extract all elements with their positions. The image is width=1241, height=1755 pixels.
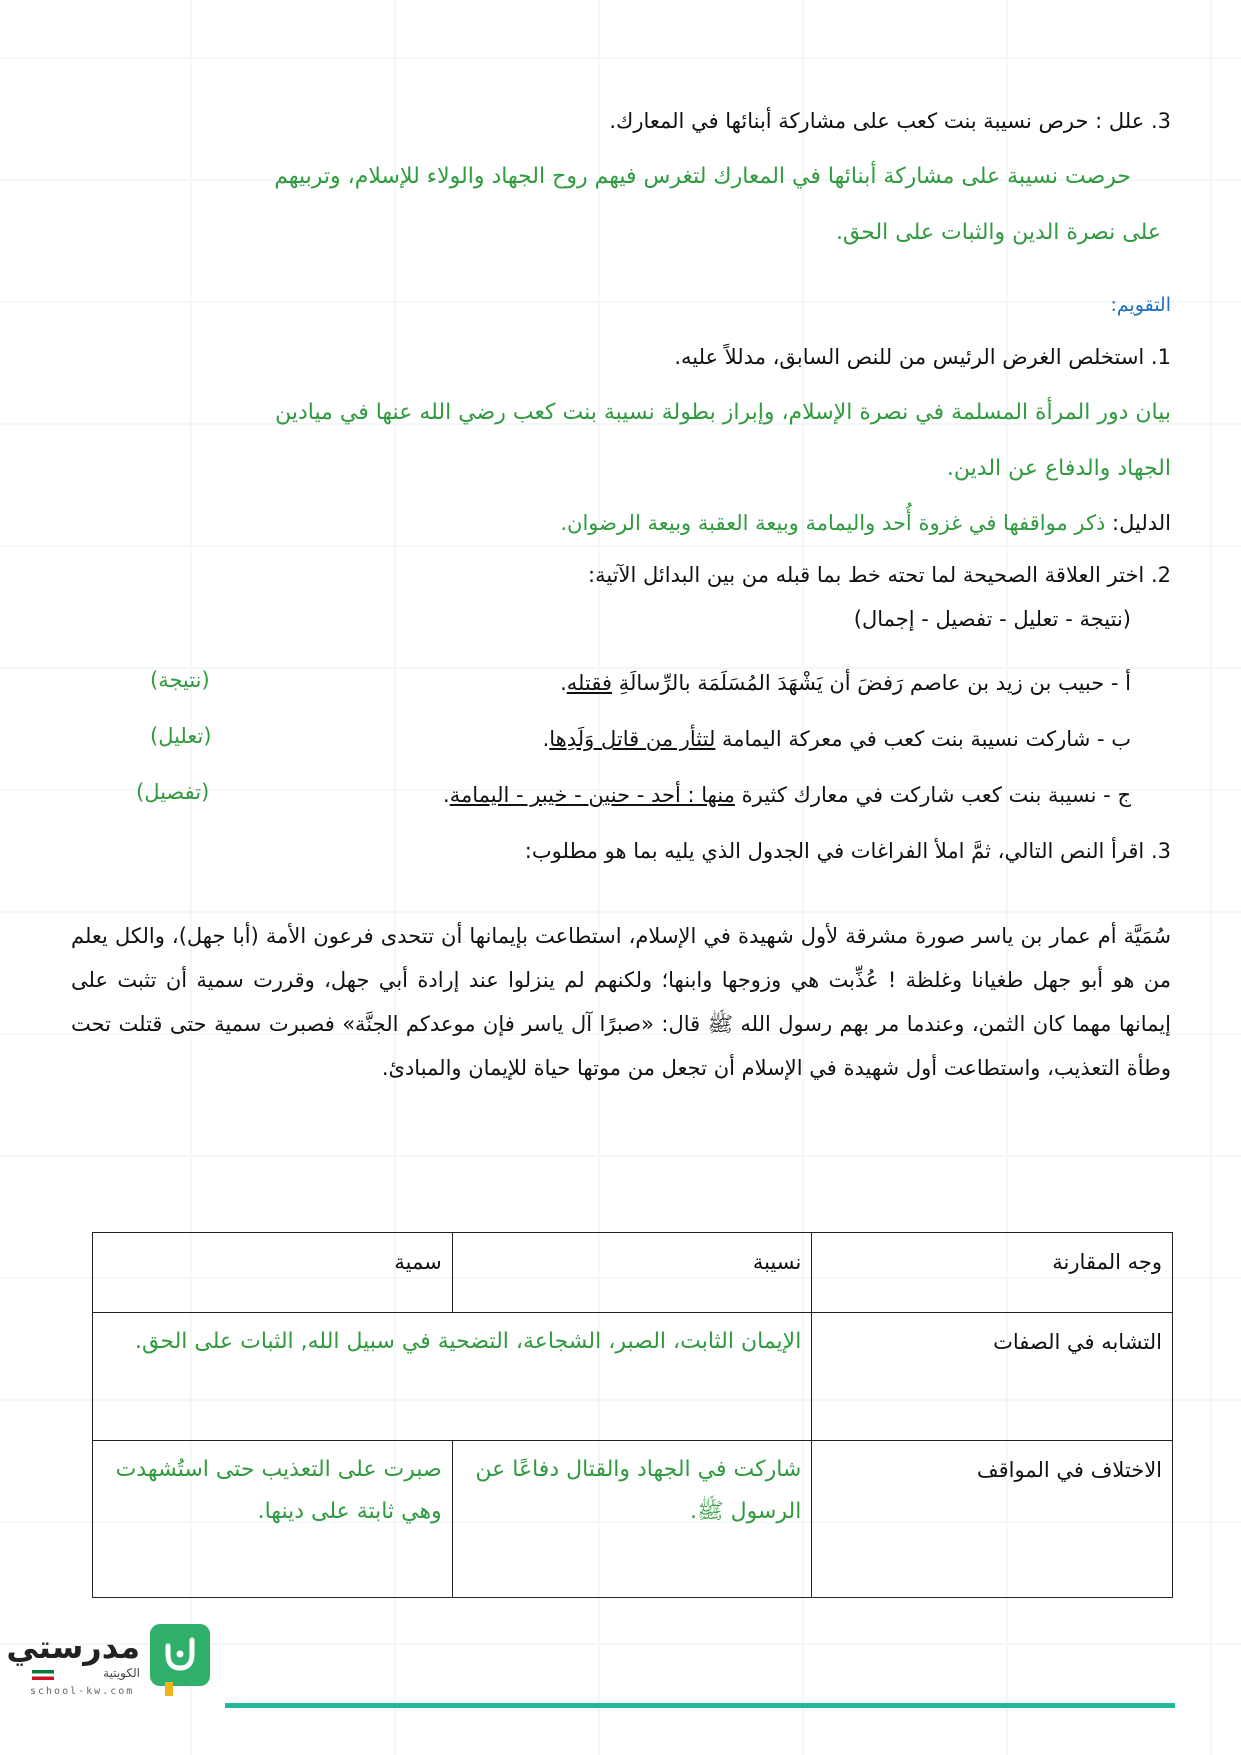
footer-divider bbox=[225, 1703, 1175, 1708]
item-a-answer: (نتيجة) bbox=[150, 668, 210, 692]
options-list: (نتيجة - تعليل - تفصيل - إجمال) bbox=[853, 607, 1131, 631]
item-b-period: . bbox=[542, 727, 550, 751]
reading-passage: سُمَيَّة أم عمار بن ياسر صورة مشرقة لأول شهيدة في الإسلام، استطاعت بإيمانها أن تتحدى فرعون الأمة (أبا جهل)، والكل يعلم من هو أبو جهل طغيانا وغلظة ! عُذِّبت هي وزوجها وابنها؛ ولكنهم لم ينزلوا عند إرادة أبي جهل، وقررت سمية أن تثبت على إيمانها مهما كان الثمن، وعندما مر بهم رسول الله ﷺ قال: «صبرًا آل ياسر فإن موعدكم الجنَّة» فصبرت سمية حتى قتلت تحت وطأة التعذيب، واستطاعت أول شهيدة في الإسلام أن تجعل من موتها حياة للإيمان والمبادئ. bbox=[71, 924, 1171, 1080]
row-similarity-label: التشابه في الصفات bbox=[812, 1313, 1173, 1441]
row-difference-sumayyah: صبرت على التعذيب حتى استُشهدت وهي ثابتة على دينها. bbox=[93, 1441, 453, 1598]
item-b bbox=[543, 724, 1131, 754]
eval-answer-1-line-2: الجهاد والدفاع عن الدين. bbox=[946, 456, 1171, 481]
evaluation-heading: التقويم: bbox=[1110, 294, 1171, 316]
logo-face-icon bbox=[150, 1624, 210, 1686]
logo-title: مدرستي bbox=[6, 1628, 140, 1666]
eval-question-3: 3. اقرأ النص التالي، ثمَّ املأ الفراغات في الجدول الذي يليه بما هو مطلوب: bbox=[524, 839, 1171, 863]
logo-icon bbox=[150, 1624, 210, 1686]
answer-line-2: على نصرة الدين والثبات على الحق. bbox=[835, 220, 1161, 245]
comparison-table bbox=[92, 1232, 1173, 1598]
logo-url: school-kw.com bbox=[30, 1686, 135, 1697]
logo-subtitle: الكويتية bbox=[103, 1666, 140, 1680]
item-c-answer: (تفصيل) bbox=[136, 780, 210, 804]
eval-answer-1-line-1: بيان دور المرأة المسلمة في نصرة الإسلام، وإبراز بطولة نسيبة بنت كعب رضي الله عنها في ميادين bbox=[275, 400, 1171, 425]
item-a-period: . bbox=[560, 671, 567, 695]
item-b-text: ب - شاركت نسيبة بنت كعب في معركة اليمامة bbox=[715, 727, 1131, 751]
question-3-reason: 3. علل : حرص نسيبة بنت كعب على مشاركة أبنائها في المعارك. bbox=[609, 109, 1171, 133]
item-a-text: أ - حبيب بن زيد بن عاصم رَفضَ أن يَشْهَدَ المُسَلَمَة بالرِّسالَةِ bbox=[612, 671, 1131, 695]
row-difference-nusaybah: شاركت في الجهاد والقتال دفاعًا عن الرسول ﷺ. bbox=[452, 1441, 812, 1598]
item-c-period: . bbox=[443, 783, 450, 807]
header-nusaybah: نسيبة bbox=[452, 1233, 812, 1313]
evidence-text: ذكر مواقفها في غزوة أُحد واليمامة وبيعة العقبة وبيعة الرضوان. bbox=[560, 511, 1113, 535]
item-c bbox=[443, 780, 1131, 810]
item-a-underlined: فقتله bbox=[566, 671, 613, 695]
item-c-underlined: منها : أحد - حنين - خيبر - اليمامة bbox=[449, 783, 735, 807]
row-difference-label: الاختلاف في المواقف bbox=[812, 1441, 1173, 1598]
evidence-line bbox=[560, 508, 1171, 538]
row-similarity-value: الإيمان الثابت، الصبر، الشجاعة، التضحية في سبيل الله, الثبات على الحق. bbox=[93, 1313, 812, 1441]
item-a bbox=[560, 668, 1131, 698]
answer-line-1: حرصت نسيبة على مشاركة أبنائها في المعارك لتغرس فيهم روح الجهاد والولاء للإسلام، وتربيهم bbox=[274, 164, 1131, 189]
eval-question-1: 1. استخلص الغرض الرئيس من للنص السابق، مدللاً عليه. bbox=[674, 345, 1171, 369]
item-b-answer: (تعليل) bbox=[150, 724, 212, 748]
table-row bbox=[93, 1313, 1173, 1441]
item-c-text: ج - نسيبة بنت كعب شاركت في معارك كثيرة bbox=[734, 783, 1131, 807]
eval-question-2: 2. اختر العلاقة الصحيحة لما تحته خط بما قبله من بين البدائل الآتية: bbox=[588, 563, 1171, 587]
table-row bbox=[93, 1441, 1173, 1598]
evidence-label: الدليل: bbox=[1112, 511, 1171, 535]
table-header-row bbox=[93, 1233, 1173, 1313]
header-sumayyah: سمية bbox=[93, 1233, 453, 1313]
item-b-underlined: لتثأر من قاتل وَلَدِها bbox=[549, 727, 716, 751]
logo-tail bbox=[165, 1682, 173, 1696]
kuwait-flag-icon bbox=[32, 1670, 54, 1680]
header-aspect: وجه المقارنة bbox=[812, 1233, 1173, 1313]
